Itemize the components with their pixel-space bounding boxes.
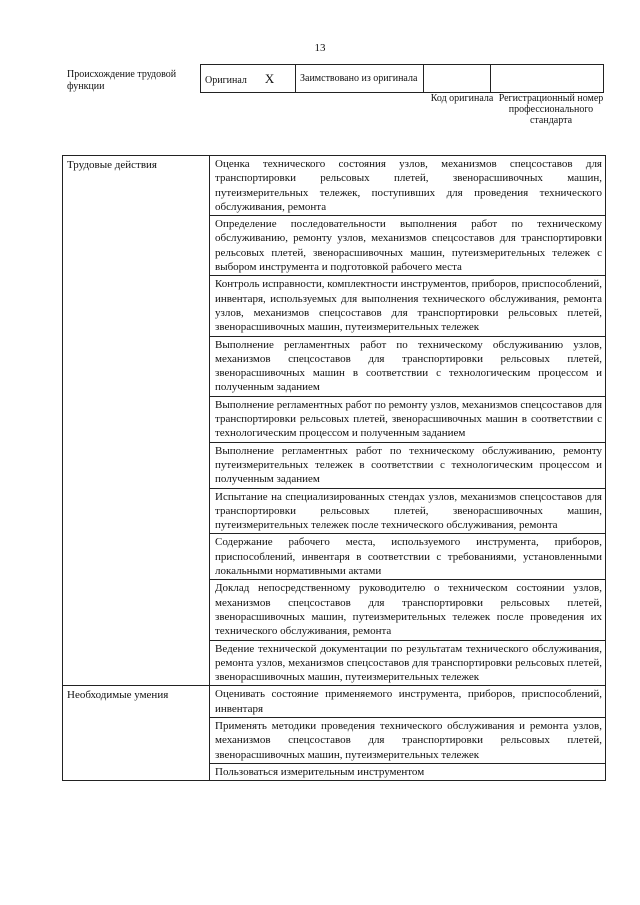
section-row-text: Ведение технической документации по результатам технического обслуживания, ремонта узлов, механизмов спецсоставов для транспортировки рельсовых плетей, звенорасшивочных машин, путеизмерительных тележек xyxy=(210,640,606,686)
section-label: Необходимые умения xyxy=(63,686,210,781)
section-label: Трудовые действия xyxy=(63,156,210,686)
section-row-text: Выполнение регламентных работ по техническому обслуживанию узлов, механизмов спецсоставов для транспортировки рельсовых плетей, звенорасшивочных машин в соответствии с технологическим процессом и полученным заданием xyxy=(210,336,606,396)
section-row-text: Определение последовательности выполнения работ по техническому обслуживанию, ремонту узлов, механизмов спецсоставов для транспортировки рельсовых плетей, звенорасшивочных машин, путеизмерительных тележек с выбором инструмента и подготовкой рабочего места xyxy=(210,216,606,276)
registration-number-caption: Регистрационный номер профессионального стандарта xyxy=(498,93,604,126)
original-label: Оригинал xyxy=(205,74,247,86)
section-row-text: Выполнение регламентных работ по ремонту узлов, механизмов спецсоставов для транспортировки рельсовых плетей, звенорасшивочных машин в соответствии с технологическим процессом и полученным заданием xyxy=(210,396,606,442)
labor-function-body xyxy=(63,156,606,781)
original-code-caption: Код оригинала xyxy=(430,93,494,104)
table-row xyxy=(63,686,606,718)
section-row-text: Содержание рабочего места, используемого инструмента, приборов, приспособлений, инвентаря в соответствии с требованиями, установленными локальными нормативными актами xyxy=(210,534,606,580)
original-mark: X xyxy=(264,70,275,86)
page-number: 13 xyxy=(314,42,326,54)
section-row-text: Оценка технического состояния узлов, механизмов спецсоставов для транспортировки рельсовых плетей, звенорасшивочных машин, путеизмерительных тележек, поступивших для проведения технического обслуживания, ремонта xyxy=(210,156,606,216)
section-row-text: Пользоваться измерительным инструментом xyxy=(210,763,606,780)
original-code-cell xyxy=(424,65,491,93)
labor-function-table xyxy=(62,155,606,781)
origin-label: Происхождение трудовой функции xyxy=(67,69,177,92)
section-row-text: Доклад непосредственному руководителю о техническом состоянии узлов, механизмов спецсоставов для транспортировки рельсовых плетей, звенорасшивочных машин, путеизмерительных тележек после проведения их технического обслуживания, ремонта xyxy=(210,580,606,640)
original-cell xyxy=(201,65,296,93)
section-row-text: Применять методики проведения технического обслуживания и ремонта узлов, механизмов спецсоставов для транспортировки рельсовых плетей, звенорасшивочных машин, путеизмерительных тележек xyxy=(210,717,606,763)
borrowed-label: Заимствовано из оригинала xyxy=(300,73,418,84)
section-row-text: Оценивать состояние применяемого инструмента, приборов, приспособлений, инвентаря xyxy=(210,686,606,718)
section-row-text: Испытание на специализированных стендах узлов, механизмов спецсоставов для транспортировки рельсовых плетей, звенорасшивочных машин, путеизмерительных тележек после технического обслуживания, ремонта xyxy=(210,488,606,534)
table-row xyxy=(63,156,606,216)
section-row-text: Контроль исправности, комплектности инструментов, приборов, приспособлений, инвентаря, используемых для выполнения технического обслуживания, ремонта узлов, механизмов спецсоставов для транспортировки рельсовых плетей, звенорасшивочных машин, путеизмерительных тележек xyxy=(210,276,606,336)
borrowed-cell xyxy=(296,65,424,93)
section-row-text: Выполнение регламентных работ по техническому обслуживанию, ремонту путеизмерительных тележек в соответствии с технологическим процессом и полученным заданием xyxy=(210,442,606,488)
registration-number-cell xyxy=(491,65,604,93)
origin-table xyxy=(200,64,604,93)
